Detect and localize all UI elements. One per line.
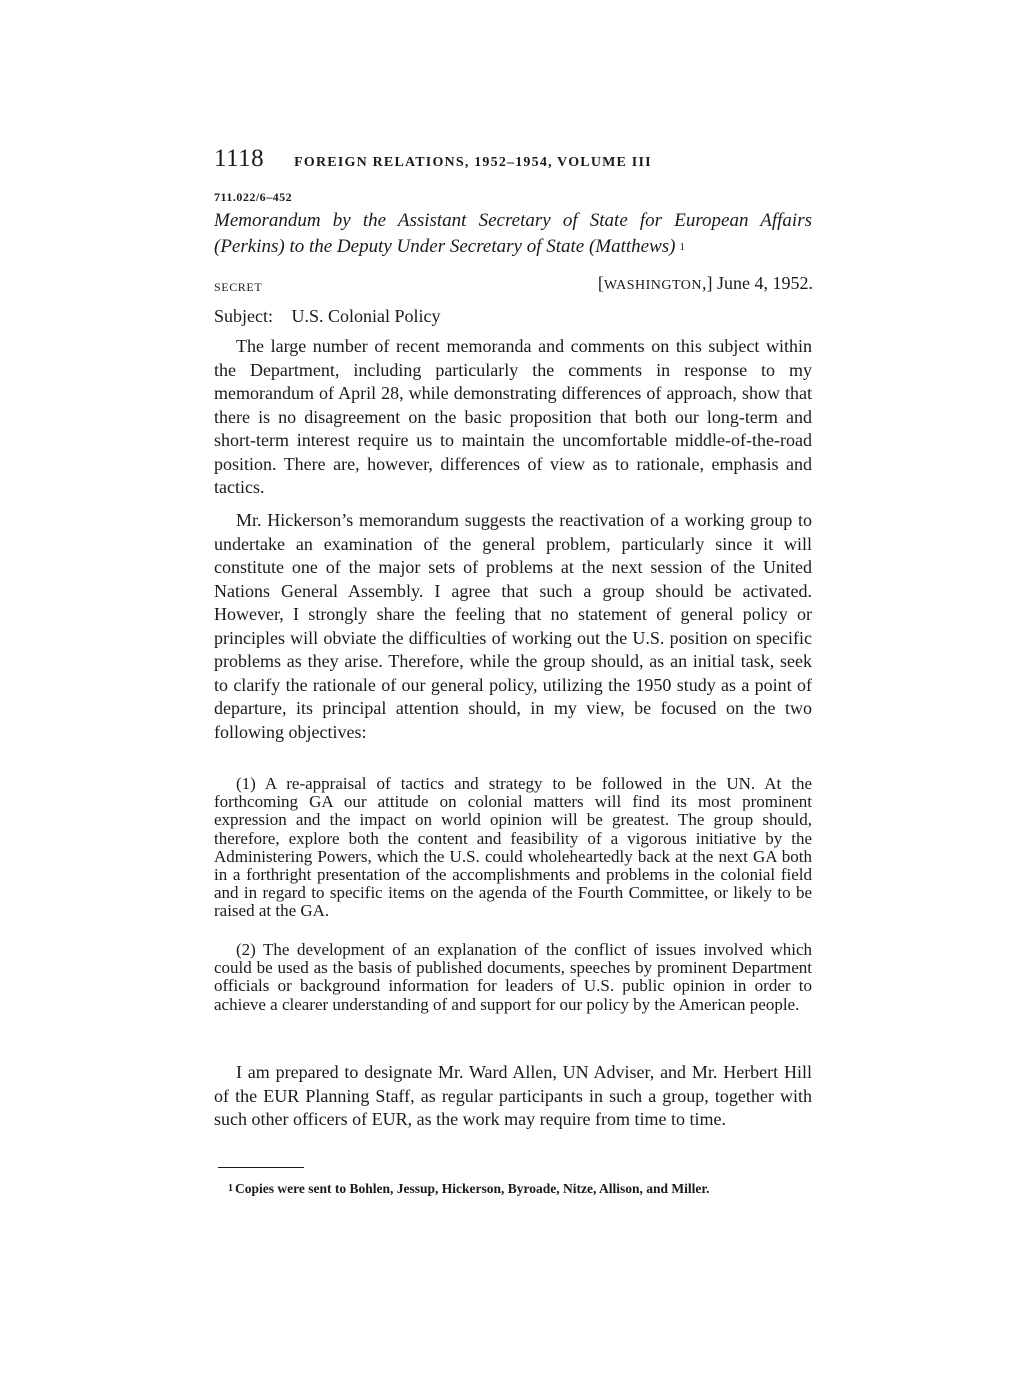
place-and-date bbox=[598, 273, 813, 294]
subject-line bbox=[214, 306, 441, 327]
footnote-reference: 1 bbox=[679, 241, 686, 253]
running-header bbox=[214, 145, 814, 173]
objective-item-1: (1) A re-appraisal of tactics and strategy to be followed in the UN. At the forthcoming GA our attitude on colonial matters will find its most prominent expression and the impact on world opinion will be greatest. The group should, therefore, explore both the content and feasibility of a vigorous initiative by the Administering Powers, which the U.S. could wholeheartedly back at the next GA both in a forthright presentation of the accomplishments and problems in the colonial field and in regard to specific items on the agenda of the Fourth Committee, or likely to be raised at the GA. bbox=[214, 774, 812, 921]
subject-text: U.S. Colonial Policy bbox=[291, 306, 441, 326]
objective-item-2: (2) The development of an explanation of the conflict of issues involved which could be used as the basis of published documents, speeches by prominent Department officials or background information for leaders of U.S. public opinion in order to achieve a clearer understanding of and support for our policy by the American people. bbox=[214, 940, 812, 1014]
running-title: FOREIGN RELATIONS, 1952–1954, VOLUME III bbox=[294, 155, 652, 170]
place-bracket-close: ,] bbox=[702, 273, 713, 293]
footnote-mark: 1 bbox=[228, 1183, 233, 1194]
page-number: 1118 bbox=[214, 145, 265, 172]
footnote-divider bbox=[218, 1167, 304, 1168]
subject-label: Subject: bbox=[214, 306, 273, 326]
place-bracket-open: [ bbox=[597, 273, 604, 293]
document-title bbox=[214, 208, 812, 260]
document-title-text: Memorandum by the Assistant Secretary of State for European Affairs (Perkins) to the Deputy Under Secretary of State (Matthews) bbox=[214, 210, 812, 257]
paragraph-1: The large number of recent memoranda and comments on this subject within the Department, including particularly the comments in response to my memorandum of April 28, while demonstrating differences of approach, show that there is no disagreement on the basic proposition that both our long-term and short-term interest require us to maintain the uncomfortable middle-of-the-road position. There are, however, differences of view as to rationale, emphasis and tactics. bbox=[214, 336, 812, 497]
footnote-text: Copies were sent to Bohlen, Jessup, Hickerson, Byroade, Nitze, Allison, and Miller. bbox=[235, 1181, 710, 1196]
paragraph-2: Mr. Hickerson’s memorandum suggests the reactivation of a working group to undertake an examination of the general problem, particularly since it will constitute one of the major sets of problems at the next session of the United Nations General Assembly. I agree that such a group should be activated. However, I strongly share the feeling that no statement of general policy or principles will obviate the difficulties of working out the U.S. position on specific problems as they arise. Therefore, while the group should, as an initial task, seek to clarify the rationale of our general policy, utilizing the 1950 study as a point of departure, its principal attention should, in my view, be focused on the two following objectives: bbox=[214, 510, 812, 742]
paragraph-3: I am prepared to designate Mr. Ward Allen, UN Adviser, and Mr. Herbert Hill of the EUR Planning Staff, as regular participants in such a group, together with such other officers of EUR, as the work may require from time to time. bbox=[214, 1062, 812, 1129]
file-number: 711.022/6–452 bbox=[214, 190, 293, 204]
footnote bbox=[214, 1180, 812, 1197]
document-date: June 4, 1952. bbox=[717, 273, 813, 293]
place: WASHINGTON bbox=[603, 278, 702, 293]
classification-marking: SECRET bbox=[214, 280, 263, 294]
